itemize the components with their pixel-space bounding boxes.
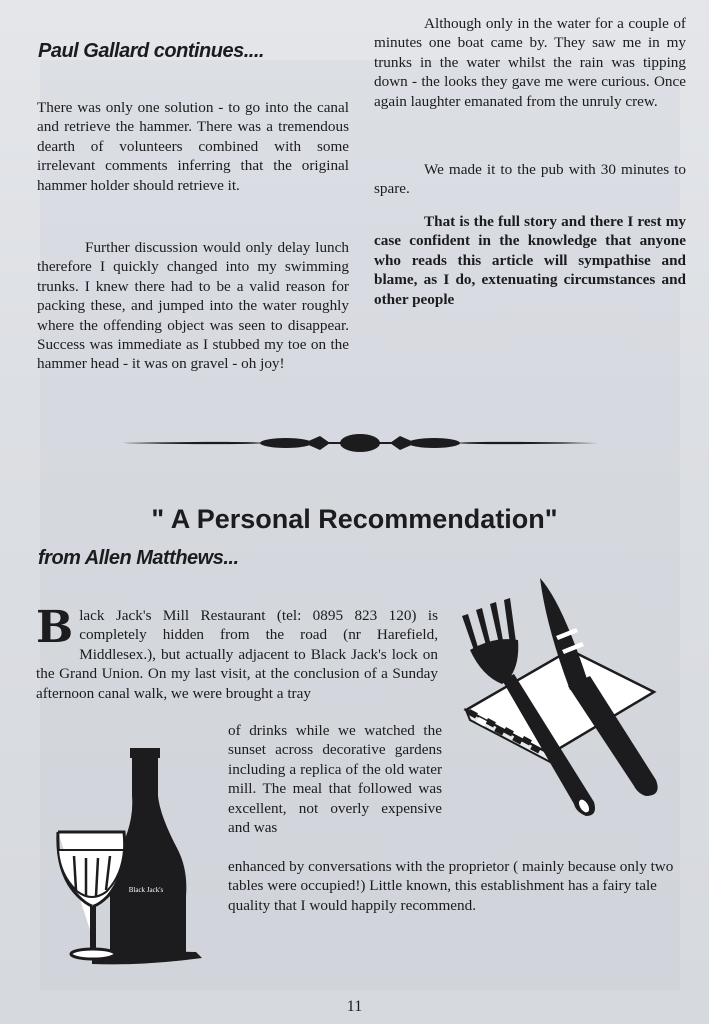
right-paragraph-3: That is the full story and there I rest my case confident in the knowledge that anyone who reads this article will sympathise and blame, as I do, extenuating circumstances and other people xyxy=(374,213,686,308)
right-paragraph-2: We made it to the pub with 30 minutes to spare. xyxy=(374,161,686,198)
left-paragraph-1: There was only one solution - to go into the canal and retrieve the hammer. There was a tremendous dearth of volunteers combined with some irrelevant comments inferring that the original hammer holder should retrieve it. xyxy=(37,99,349,194)
right-paragraph-1: Although only in the water for a couple of minutes one boat came by. They saw me in my trunks in the water whilst the rain was tipping down - the looks they gave me were curious. Once again laughter emanated from the unruly crew. xyxy=(374,15,686,110)
knife-and-fork-icon xyxy=(458,576,662,822)
page-number: 11 xyxy=(346,998,363,1015)
article-text-top: lack Jack's Mill Restaurant (tel: 0895 823 120) is completely hidden from the road (nr Harefield, Middlesex.), but actually adjacent to Black Jack's lock on the Grand Union. On my last visit, at the conclusion of a Sunday afternoon canal walk, we were brought a tray xyxy=(36,607,438,702)
left-heading: Paul Gallard continues.... xyxy=(38,40,264,62)
ornamental-divider-icon xyxy=(118,428,602,458)
article-paragraph-middle: of drinks while we watched the sunset across decorative gardens including a replica of the old water mill. The meal that followed was excellent, not overly expensive and was xyxy=(228,722,442,837)
drop-cap: B xyxy=(36,602,74,653)
article-paragraph-bottom: enhanced by conversations with the proprietor ( mainly because only two tables were occupied!) Little known, this establishment has a fairy tale quality that I would happily recommend. xyxy=(228,858,674,914)
bottle-label: Black Jack's xyxy=(128,886,164,894)
article-title: " A Personal Recommendation" xyxy=(151,504,558,534)
article-byline: from Allen Matthews... xyxy=(38,547,239,569)
wine-bottle-and-glass-icon xyxy=(52,746,208,968)
left-paragraph-2: Further discussion would only delay lunch therefore I quickly changed into my swimming trunks. I knew there had to be a valid reason for packing these, and jumped into the water roughly where the offending object was seen to disappear. Success was immediate as I stubbed my toe on the hammer head - it was on gravel - oh joy! xyxy=(37,239,349,373)
article-paragraph-top xyxy=(36,602,438,703)
